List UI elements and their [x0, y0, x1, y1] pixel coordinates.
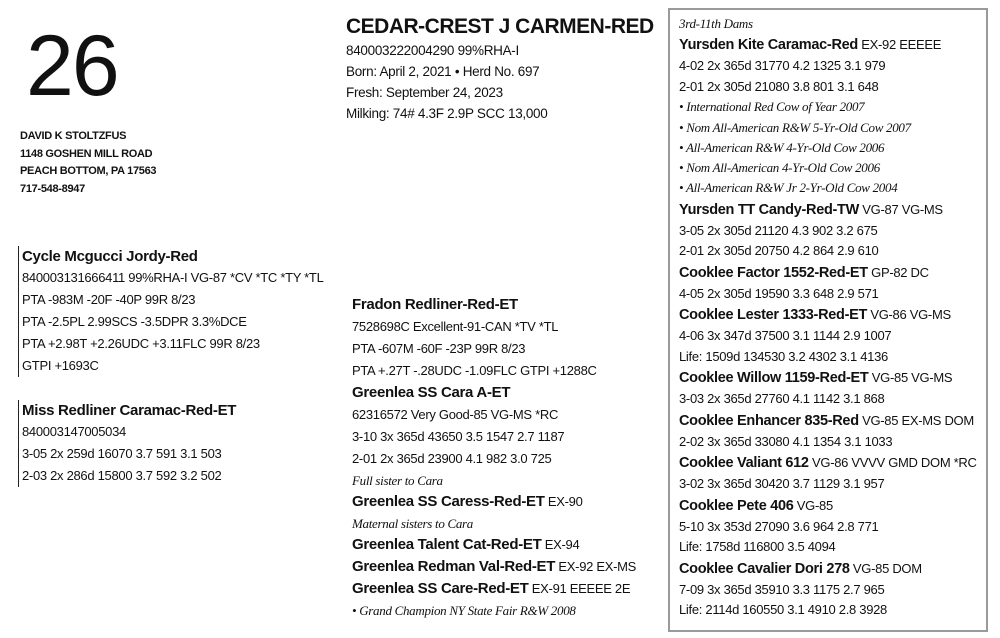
- sire-line: 840003131666411 99%RHA-I VG-87 *CV *TC *TY *TL: [22, 270, 324, 285]
- sister-entry: [352, 578, 652, 600]
- dam-entry-score: EX-92 EEEEE: [857, 37, 942, 53]
- dam-entry-record: 2-02 3x 365d 33080 4.1 1354 3.1 1033: [679, 433, 893, 449]
- dam-entry-header: [679, 495, 986, 517]
- dam-entry-header: [679, 262, 986, 284]
- sister-score: EX-91 EEEEE 2E: [528, 581, 631, 596]
- animal-milking: Milking: 74# 4.3F 2.9P SCC 13,000: [346, 106, 548, 121]
- owner-name: DAVID K STOLTZFUS: [20, 130, 127, 142]
- animal-registration: 840003222004290 99%RHA-I: [346, 43, 519, 58]
- owner-city: PEACH BOTTOM, PA 17563: [20, 165, 157, 177]
- dam-entry-record: Life: 1758d 116800 3.5 4094: [679, 539, 836, 555]
- mgs-line: PTA +.27T -.28UDC -1.09FLC GTPI +1288C: [352, 363, 597, 378]
- animal-born: Born: April 2, 2021 • Herd No. 697: [346, 64, 540, 79]
- full-sister-note: Full sister to Cara: [352, 473, 443, 488]
- sister-name: Greenlea Redman Val-Red-ET: [352, 558, 556, 575]
- dam-entry-score: VG-85 DOM: [849, 560, 922, 576]
- owner-phone: 717-548-8947: [20, 182, 85, 195]
- dam-line: 840003147005034: [22, 424, 126, 439]
- dam-entry-header: [679, 367, 986, 389]
- sire-line: PTA -983M -20F -40P 99R 8/23: [22, 292, 196, 307]
- dams-list: [679, 34, 986, 620]
- sister-score: EX-92 EX-MS: [555, 559, 637, 574]
- mgs-line: 7528698C Excellent-91-CAN *TV *TL: [352, 319, 559, 334]
- sister-entry: [352, 491, 652, 513]
- dam-entry-record: 3-05 2x 305d 21120 4.3 902 3.2 675: [679, 222, 878, 238]
- dam-entry-name: Cooklee Willow 1159-Red-ET: [679, 370, 869, 387]
- dam-entry-name: Cooklee Pete 406: [679, 497, 794, 514]
- animal-info: [346, 14, 654, 124]
- dams-box: [668, 8, 988, 632]
- sire-line: PTA +2.98T +2.26UDC +3.11FLC 99R 8/23: [22, 336, 260, 351]
- owner-info: [20, 128, 156, 198]
- dam-section: [18, 400, 342, 487]
- maternal-pedigree: [352, 294, 652, 621]
- dam-entry-header: [679, 410, 986, 432]
- dam-entry-name: Cooklee Valiant 612: [679, 455, 809, 472]
- dam-entry-score: VG-85: [793, 497, 833, 513]
- dam-entry-header: [679, 558, 986, 580]
- sister-name: Greenlea SS Caress-Red-ET: [352, 493, 545, 510]
- dam-entry-record: 4-06 3x 347d 37500 3.1 1144 2.9 1007: [679, 328, 892, 344]
- maternal-sisters-note: Maternal sisters to Cara: [352, 516, 474, 531]
- dam-entry-record: 3-03 2x 365d 27760 4.1 1142 3.1 868: [679, 391, 885, 407]
- granddam-line: 62316572 Very Good-85 VG-MS *RC: [352, 407, 559, 422]
- dam-name: Miss Redliner Caramac-Red-ET: [22, 402, 237, 419]
- dam-entry-record: Life: 1509d 134530 3.2 4302 3.1 4136: [679, 348, 888, 364]
- mgs-line: PTA -607M -60F -23P 99R 8/23: [352, 341, 526, 356]
- dam-entry-header: [679, 199, 986, 221]
- dam-entry-record: 7-09 3x 365d 35910 3.3 1175 2.7 965: [679, 581, 885, 597]
- sister-name: Greenlea Talent Cat-Red-ET: [352, 536, 542, 553]
- dam-entry-name: Cooklee Lester 1333-Red-ET: [679, 307, 868, 324]
- dams-box-heading: 3rd-11th Dams: [679, 16, 753, 31]
- sister-entry: [352, 534, 652, 556]
- dam-entry-name: Cooklee Cavalier Dori 278: [679, 560, 850, 577]
- dam-entry-honor: • All-American R&W 4-Yr-Old Cow 2006: [679, 139, 885, 155]
- sire-section: [18, 246, 342, 377]
- animal-fresh: Fresh: September 24, 2023: [346, 85, 503, 100]
- dam-entry-score: VG-87 VG-MS: [859, 201, 943, 217]
- dam-entry-name: Cooklee Enhancer 835-Red: [679, 412, 859, 429]
- granddam-name: Greenlea SS Cara A-ET: [352, 384, 511, 401]
- granddam-line: 2-01 2x 365d 23900 4.1 982 3.0 725: [352, 451, 552, 466]
- dam-entry-name: Yursden TT Candy-Red-TW: [679, 201, 859, 218]
- dam-entry-record: 2-01 2x 305d 21080 3.8 801 3.1 648: [679, 78, 879, 94]
- sire-name: Cycle Mcgucci Jordy-Red: [22, 248, 198, 265]
- dam-entry-score: VG-86 VG-MS: [867, 307, 951, 323]
- dam-entry-honor: • International Red Cow of Year 2007: [679, 99, 865, 115]
- dam-entry-name: Cooklee Factor 1552-Red-ET: [679, 264, 868, 281]
- dam-entry-record: 3-02 3x 365d 30420 3.7 1129 3.1 957: [679, 476, 885, 492]
- owner-street: 1148 GOSHEN MILL ROAD: [20, 147, 153, 160]
- dam-entry-score: GP-82 DC: [867, 264, 929, 280]
- sister-name: Greenlea SS Care-Red-ET: [352, 580, 529, 597]
- lot-number: 26: [26, 18, 118, 114]
- dam-entry-score: VG-86 VVVV GMD DOM *RC: [808, 455, 977, 471]
- dam-entry-honor: • Nom All-American R&W 5-Yr-Old Cow 2007: [679, 119, 911, 135]
- dam-entry-header: [679, 304, 986, 326]
- dam-line: 2-03 2x 286d 15800 3.7 592 3.2 502: [22, 468, 222, 483]
- sister-score: EX-94: [541, 537, 580, 552]
- animal-name: CEDAR-CREST J CARMEN-RED: [346, 15, 654, 38]
- sire-line: PTA -2.5PL 2.99SCS -3.5DPR 3.3%DCE: [22, 314, 247, 329]
- honor-line: • Grand Champion NY State Fair R&W 2008: [352, 603, 576, 618]
- sire-line: GTPI +1693C: [22, 358, 99, 373]
- sister-score: EX-90: [544, 494, 583, 509]
- mgs-name: Fradon Redliner-Red-ET: [352, 296, 518, 313]
- dam-entry-honor: • Nom All-American 4-Yr-Old Cow 2006: [679, 160, 880, 176]
- dam-entry-score: VG-85 EX-MS DOM: [858, 412, 974, 428]
- dam-entry-header: [679, 34, 986, 56]
- dam-entry-record: 5-10 3x 353d 27090 3.6 964 2.8 771: [679, 518, 879, 534]
- dam-line: 3-05 2x 259d 16070 3.7 591 3.1 503: [22, 446, 222, 461]
- dam-entry-record: 4-02 2x 365d 31770 4.2 1325 3.1 979: [679, 58, 886, 74]
- sister-entry: [352, 556, 652, 578]
- dam-entry-record: 4-05 2x 305d 19590 3.3 648 2.9 571: [679, 285, 879, 301]
- granddam-line: 3-10 3x 365d 43650 3.5 1547 2.7 1187: [352, 429, 565, 444]
- dam-entry-name: Yursden Kite Caramac-Red: [679, 37, 858, 54]
- dam-entry-record: Life: 2114d 160550 3.1 4910 2.8 3928: [679, 602, 887, 618]
- dam-entry-header: [679, 452, 986, 474]
- dam-entry-score: VG-85 VG-MS: [868, 370, 953, 386]
- dam-entry-record: 2-01 2x 305d 20750 4.2 864 2.9 610: [679, 243, 879, 259]
- dam-entry-honor: • All-American R&W Jr 2-Yr-Old Cow 2004: [679, 180, 898, 196]
